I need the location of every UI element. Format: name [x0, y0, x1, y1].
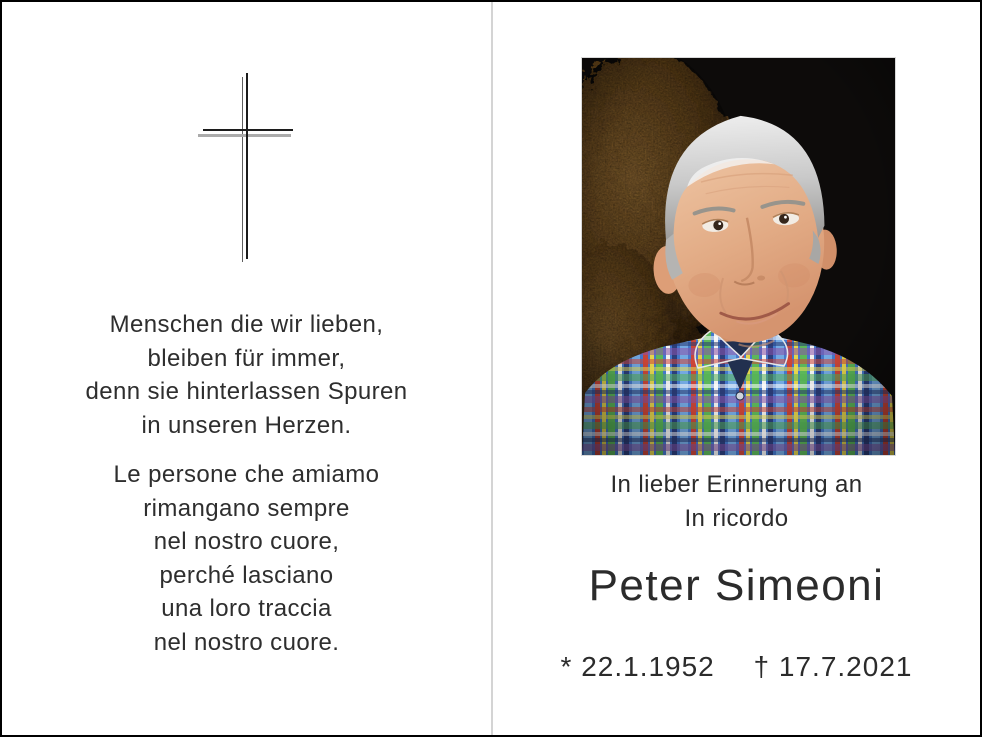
life-dates	[493, 648, 980, 686]
death-date: † 17.7.2021	[753, 651, 913, 682]
german-quote-line: bleiben für immer,	[147, 344, 346, 372]
left-panel	[2, 2, 491, 735]
italian-quote-line: perché lasciano	[159, 561, 334, 589]
german-quote-line: in unseren Herzen.	[141, 411, 352, 439]
cross-vertical-thin-line	[242, 77, 243, 262]
portrait-photo-illustration	[582, 58, 895, 455]
german-quote-line: Menschen die wir lieben,	[109, 311, 384, 338]
italian-quote-line: nel nostro cuore.	[153, 628, 340, 656]
right-panel	[493, 2, 980, 735]
italian-quote	[2, 458, 491, 659]
cross-horizontal-gray-line	[198, 134, 291, 137]
german-quote	[2, 308, 491, 442]
cross-horizontal-line	[203, 129, 293, 131]
deceased-name: Peter Simeoni	[588, 561, 885, 610]
german-quote-line: denn sie hinterlassen Spuren	[85, 378, 408, 405]
cross-icon	[2, 2, 491, 282]
italian-quote-line: una loro traccia	[161, 595, 332, 622]
memorial-intro	[493, 468, 980, 535]
italian-quote-line: Le persone che amiamo	[113, 461, 380, 488]
italian-quote-line: rimangano sempre	[143, 494, 350, 522]
birth-date: * 22.1.1952	[560, 651, 715, 682]
italian-quote-line: nel nostro cuore,	[153, 528, 340, 555]
memorial-intro-line: In lieber Erinnerung an	[610, 471, 863, 498]
memorial-intro-line: In ricordo	[684, 504, 789, 532]
portrait-photo	[581, 57, 896, 456]
cross-vertical-line	[246, 73, 248, 259]
